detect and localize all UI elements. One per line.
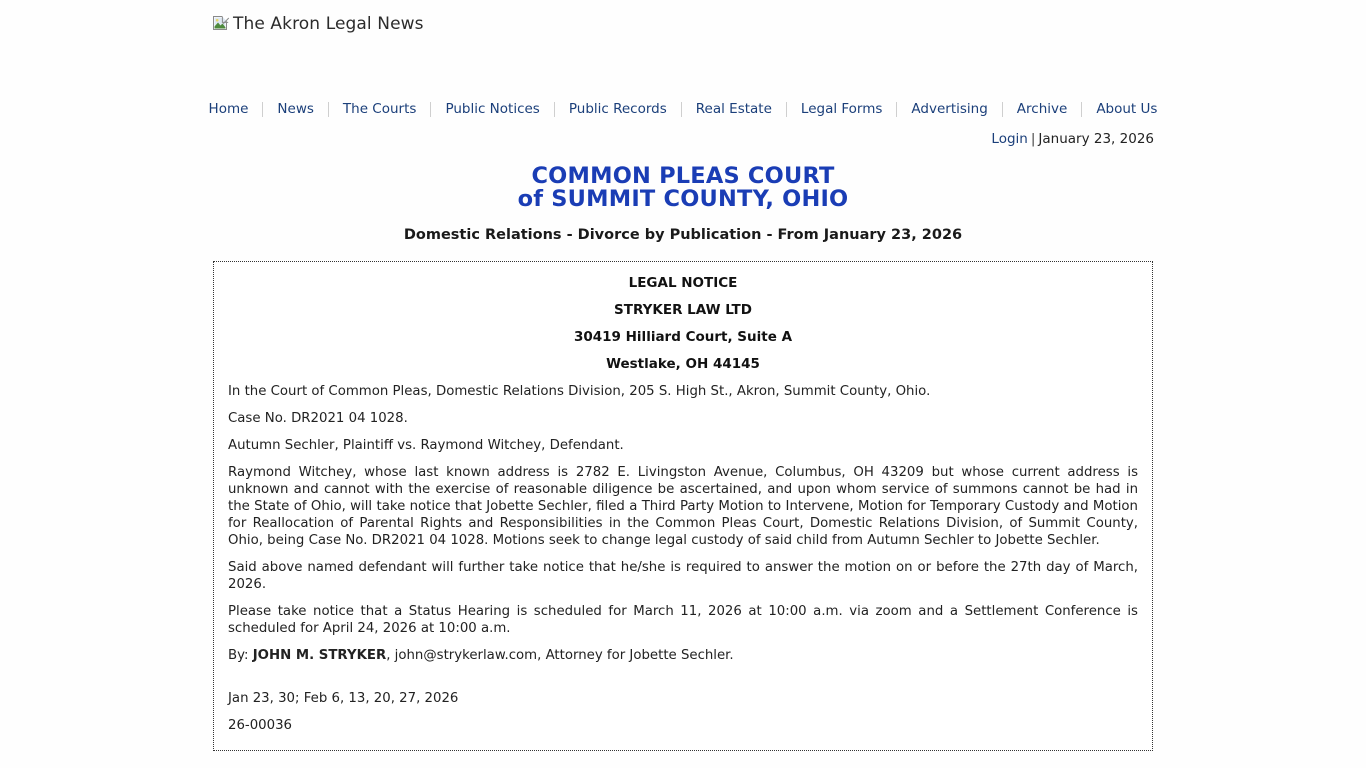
nav-list <box>195 98 1172 120</box>
nav-item-home[interactable]: Home <box>208 101 249 117</box>
notice-paragraph-hearings: Please take notice that a Status Hearing is scheduled for March 11, 2026 at 10:00 a.m. via zoom and a Settlement Conference is scheduled for April 24, 2026 at 10:00 a.m. <box>228 604 1138 636</box>
page-title-line-1: COMMON PLEAS COURT <box>531 163 835 189</box>
notice-number: 26-00036 <box>228 718 293 733</box>
nav-item-legal-forms[interactable]: Legal Forms <box>800 101 883 117</box>
notice-publication-dates: Jan 23, 30; Feb 6, 13, 20, 27, 2026 <box>228 691 459 706</box>
notice-heading-firm-name: STRYKER LAW LTD <box>614 302 752 318</box>
notice-spacer <box>228 674 1138 690</box>
nav-item-public-notices[interactable]: Public Notices <box>445 101 540 117</box>
notice-signature <box>228 647 1138 664</box>
login-link[interactable]: Login <box>991 131 1028 147</box>
current-date: January 23, 2026 <box>1038 131 1154 147</box>
nav-item-advertising[interactable]: Advertising <box>911 101 988 117</box>
utility-separator: | <box>1030 131 1036 147</box>
nav-item-real-estate[interactable]: Real Estate <box>695 101 772 117</box>
notice-paragraph-case-number: Case No. DR2021 04 1028. <box>228 411 408 426</box>
page-title <box>0 165 1366 211</box>
notice-heading-legal-notice: LEGAL NOTICE <box>628 275 738 291</box>
utility-bar <box>0 120 1366 148</box>
signature-prefix: By: <box>228 648 253 663</box>
notice-heading-firm-street: 30419 Hilliard Court, Suite A <box>573 329 793 345</box>
signature-suffix: , john@strykerlaw.com, Attorney for Jobette Sechler. <box>386 648 734 663</box>
nav-item-news[interactable]: News <box>277 101 314 117</box>
notice-paragraph-service: Raymond Witchey, whose last known address is 2782 E. Livingston Avenue, Columbus, OH 43209 but whose current address is unknown and cannot with the exercise of reasonable diligence be ascertained, and upon whom service of summons cannot be had in the State of Ohio, will take notice that Jobette Sechler, filed a Third Party Motion to Intervene, Motion for Temporary Custody and Motion for Reallocation of Parental Rights and Responsibilities in the Common Pleas Court, Domestic Relations Division, of Summit County, Ohio, being Case No. DR2021 04 1028. Motions seek to change legal custody of said child from Autumn Sechler to Jobette Sechler. <box>228 465 1138 548</box>
notice-paragraph-court: In the Court of Common Pleas, Domestic Relations Division, 205 S. High St., Akron, Summit County, Ohio. <box>228 384 931 399</box>
notice-paragraph-answer-deadline: Said above named defendant will further take notice that he/she is required to answer the motion on or before the 27th day of March, 2026. <box>228 560 1138 592</box>
signature-attorney-name: JOHN M. STRYKER <box>252 648 387 663</box>
legal-notice-box <box>213 261 1153 751</box>
site-logo[interactable] <box>213 16 424 33</box>
site-logo-alt-text: The Akron Legal News <box>233 14 424 34</box>
broken-image-icon <box>213 16 230 33</box>
nav-item-archive[interactable]: Archive <box>1016 101 1068 117</box>
nav-item-the-courts[interactable]: The Courts <box>342 101 417 117</box>
page-title-line-2: of SUMMIT COUNTY, OHIO <box>517 186 849 212</box>
primary-navigation <box>0 96 1366 120</box>
nav-item-about-us[interactable]: About Us <box>1096 101 1158 117</box>
notice-heading-firm-city: Westlake, OH 44145 <box>606 356 760 372</box>
masthead <box>0 0 1366 96</box>
nav-item-public-records[interactable]: Public Records <box>568 101 667 117</box>
notice-paragraph-parties: Autumn Sechler, Plaintiff vs. Raymond Witchey, Defendant. <box>228 438 624 453</box>
section-subtitle: Domestic Relations - Divorce by Publication - From January 23, 2026 <box>403 227 963 243</box>
